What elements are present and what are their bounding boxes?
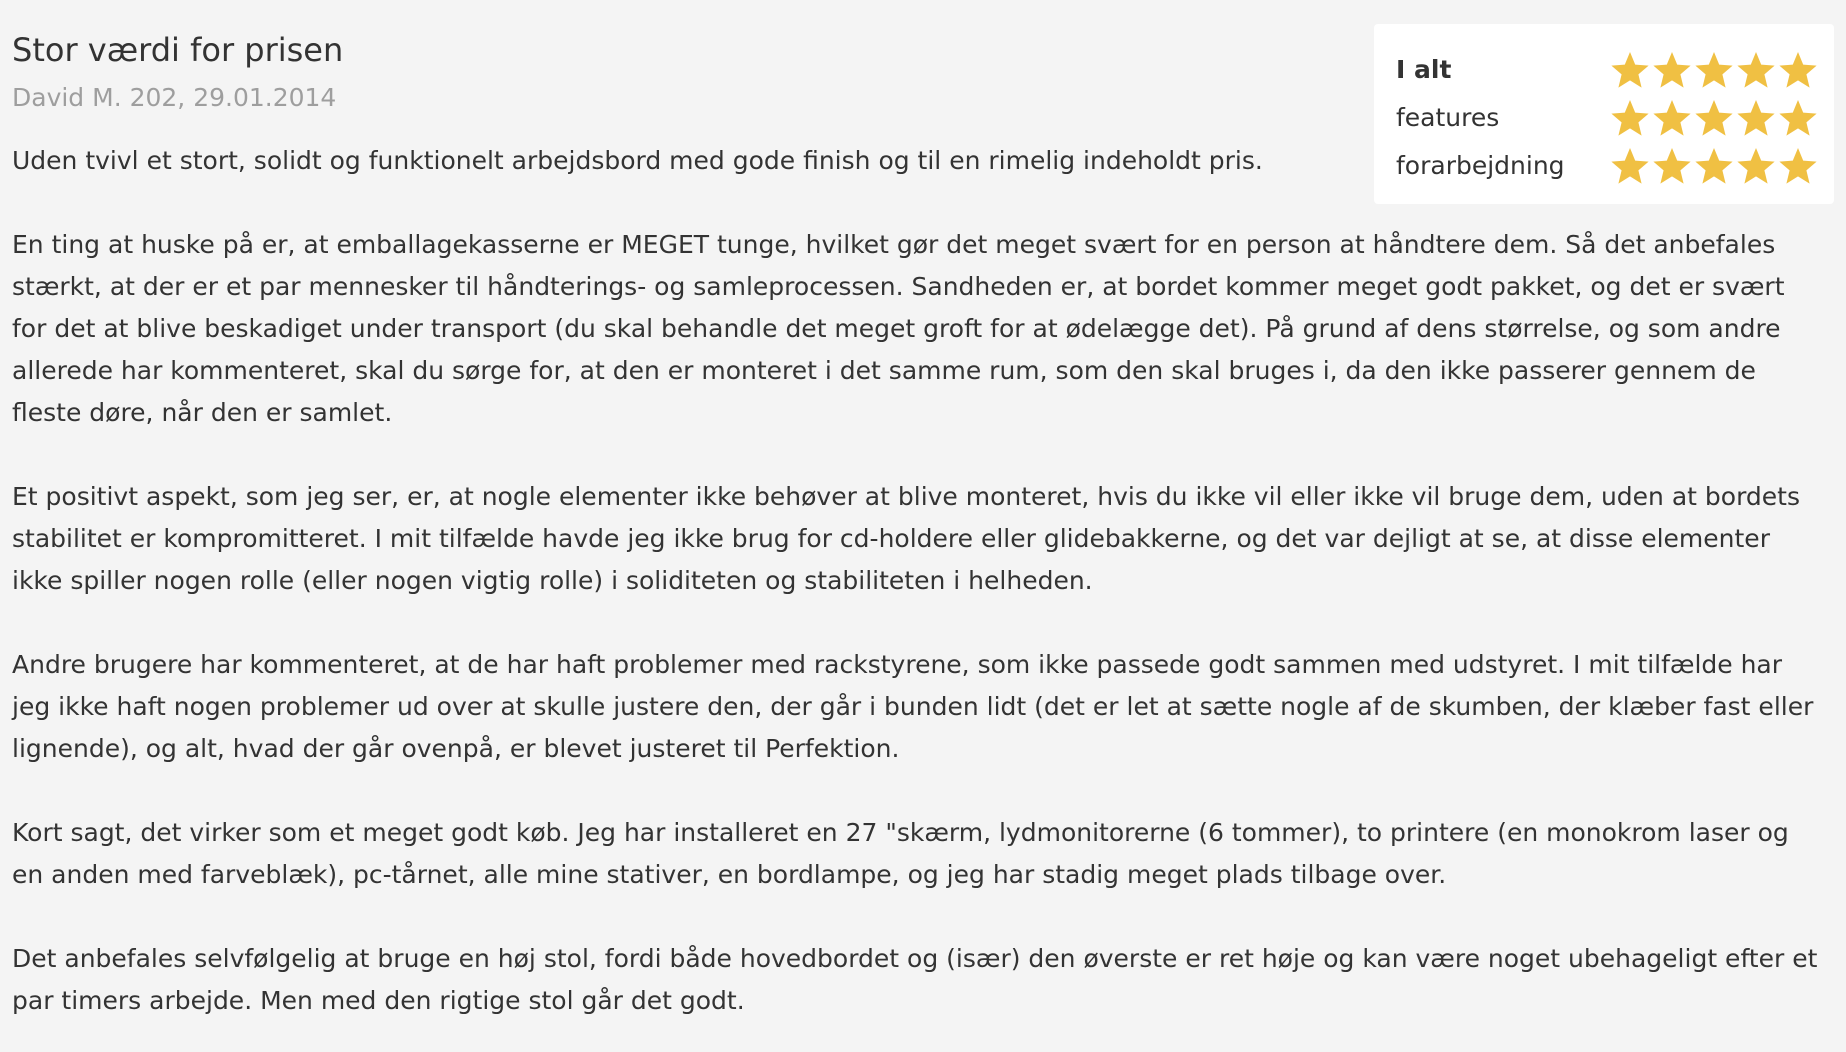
- review-paragraph: Et positivt aspekt, som jeg ser, er, at nogle elementer ikke behøver at blive monteret, hvis du ikke vil eller ikke vil bruge dem, uden at bordets stabilitet er kompromitteret. I mit tilfælde havde jeg ikke brug for cd-holdere eller glidebakkerne, og det var dejligt at se, at disse elementer ikke spiller nogen rolle (eller nogen vigtig rolle) i soliditeten og stabiliteten i helheden.: [12, 482, 1801, 595]
- star-icon: [1778, 98, 1820, 138]
- review-paragraph: Kort sagt, det virker som et meget godt køb. Jeg har installeret en 27 "skærm, lydmonitorerne (6 tommer), to printere (en monokrom laser og en anden med farveblæk), pc-tårnet, alle mine stativer, en bordlampe, og jeg har stadig meget plads tilbage over.: [12, 818, 1789, 889]
- star-icon: [1778, 146, 1820, 186]
- star-icon: [1610, 50, 1652, 90]
- rating-row-overall: [1396, 48, 1816, 92]
- rating-label: I alt: [1396, 55, 1452, 84]
- star-icon: [1610, 146, 1652, 186]
- review-body: [12, 140, 1824, 1052]
- review-paragraph: Andre brugere har kommenteret, at de har haft problemer med rackstyrene, som ikke passede godt sammen med udstyret. I mit tilfælde har jeg ikke haft nogen problemer ud over at skulle justere den, der går i bunden lidt (det er let at sætte nogle af de skumben, der klæber fast eller lignende), og alt, hvad der går ovenpå, er blevet justeret til Perfektion.: [12, 650, 1814, 763]
- rating-label: forarbejdning: [1396, 151, 1565, 180]
- star-icon: [1610, 98, 1652, 138]
- star-rating: [1610, 146, 1820, 186]
- star-icon: [1736, 50, 1778, 90]
- rating-label: features: [1396, 103, 1500, 132]
- star-icon: [1736, 146, 1778, 186]
- star-icon: [1736, 98, 1778, 138]
- star-rating: [1610, 50, 1820, 90]
- review-paragraph: Uden tvivl et stort, solidt og funktionelt arbejdsbord med gode finish og til en rimelig indeholdt pris.: [12, 146, 1263, 175]
- star-icon: [1652, 146, 1694, 186]
- star-icon: [1652, 50, 1694, 90]
- ratings-box: [1374, 24, 1834, 204]
- review-paragraph: Det anbefales selvfølgelig at bruge en høj stol, fordi både hovedbordet og (især) den øverste er ret høje og kan være noget ubehageligt efter et par timers arbejde. Men med den rigtige stol går det godt.: [12, 944, 1818, 1015]
- star-icon: [1652, 98, 1694, 138]
- review-paragraph: En ting at huske på er, at emballagekasserne er MEGET tunge, hvilket gør det meget svært for en person at håndtere dem. Så det anbefales stærkt, at der er et par mennesker til håndterings- og samleprocessen. Sandheden er, at bordet kommer meget godt pakket, og det er svært for det at blive beskadiget under transport (du skal behandle det meget groft for at ødelægge det). På grund af dens størrelse, og som andre allerede har kommenteret, skal du sørge for, at den er monteret i det samme rum, som den skal bruges i, da den ikke passerer gennem de fleste døre, når den er samlet.: [12, 230, 1785, 427]
- star-icon: [1694, 50, 1736, 90]
- rating-row-features: [1396, 96, 1816, 140]
- star-icon: [1778, 50, 1820, 90]
- review-author-date: David M. 202, 29.01.2014: [12, 83, 337, 112]
- review-title: Stor værdi for prisen: [12, 31, 344, 69]
- rating-row-workmanship: [1396, 144, 1816, 188]
- star-icon: [1694, 146, 1736, 186]
- star-rating: [1610, 98, 1820, 138]
- star-icon: [1694, 98, 1736, 138]
